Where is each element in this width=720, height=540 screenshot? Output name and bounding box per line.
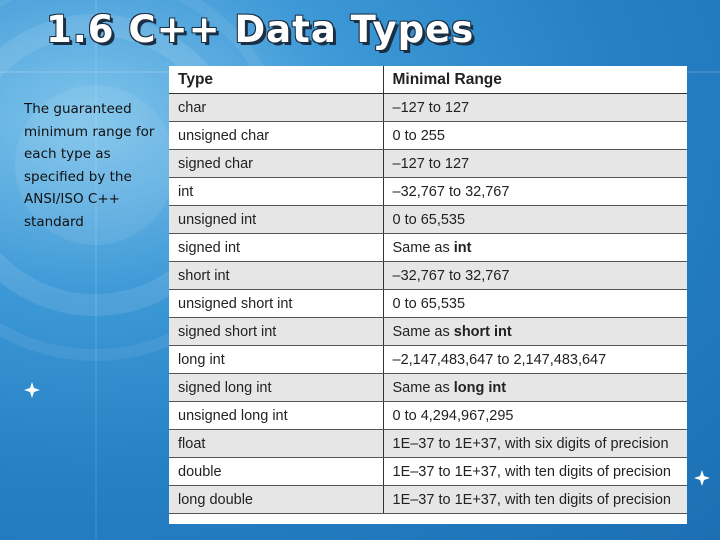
type-cell: unsigned short int <box>169 290 383 318</box>
range-cell <box>383 122 687 150</box>
range-text: 1E–37 to 1E+37, with six digits of precision <box>392 435 669 452</box>
type-cell: long double <box>169 486 383 514</box>
type-cell: short int <box>169 262 383 290</box>
type-cell: signed short int <box>169 318 383 346</box>
range-cell <box>383 262 687 290</box>
range-text: 0 to 65,535 <box>392 211 466 228</box>
table-row <box>169 150 687 178</box>
range-cell <box>383 318 687 346</box>
range-cell <box>383 290 687 318</box>
range-keyword: long int <box>453 379 507 396</box>
range-cell <box>383 94 687 122</box>
table-row <box>169 262 687 290</box>
table-row <box>169 346 687 374</box>
range-cell <box>383 430 687 458</box>
table-row <box>169 458 687 486</box>
column-header-type: Type <box>169 66 383 94</box>
range-cell <box>383 346 687 374</box>
range-cell <box>383 486 687 514</box>
type-cell: float <box>169 430 383 458</box>
type-cell: int <box>169 178 383 206</box>
type-cell: signed char <box>169 150 383 178</box>
column-header-range: Minimal Range <box>383 66 687 94</box>
range-text: –32,767 to 32,767 <box>392 183 510 200</box>
table-row <box>169 122 687 150</box>
type-cell: unsigned long int <box>169 402 383 430</box>
table-row <box>169 430 687 458</box>
side-description: The guaranteed minimum range for each type as specified by the ANSI/ISO C++ standard <box>24 101 155 230</box>
type-cell: unsigned char <box>169 122 383 150</box>
table-row <box>169 290 687 318</box>
data-types-table <box>169 66 687 524</box>
table-row <box>169 178 687 206</box>
range-text: Same as <box>392 379 454 396</box>
table-row <box>169 402 687 430</box>
range-text: 0 to 255 <box>392 127 445 144</box>
range-text: 1E–37 to 1E+37, with ten digits of precision <box>392 463 671 480</box>
range-text: 0 to 65,535 <box>392 295 466 312</box>
range-cell <box>383 234 687 262</box>
range-keyword: short int <box>453 323 512 340</box>
table-row <box>169 206 687 234</box>
type-cell: long int <box>169 346 383 374</box>
range-text: –127 to 127 <box>392 155 470 172</box>
range-keyword: int <box>453 239 472 256</box>
range-cell <box>383 458 687 486</box>
range-text: 0 to 4,294,967,295 <box>392 407 514 424</box>
slide-title: 1.6 C++ Data Types <box>46 8 475 51</box>
table-row <box>169 234 687 262</box>
range-text: 1E–37 to 1E+37, with ten digits of precision <box>392 491 671 508</box>
range-cell <box>383 178 687 206</box>
type-cell: double <box>169 458 383 486</box>
table-row <box>169 486 687 514</box>
table-row <box>169 374 687 402</box>
type-cell: signed int <box>169 234 383 262</box>
type-cell: char <box>169 94 383 122</box>
range-text: –127 to 127 <box>392 99 470 116</box>
range-cell <box>383 150 687 178</box>
range-text: Same as <box>392 239 454 256</box>
range-text: –32,767 to 32,767 <box>392 267 510 284</box>
range-text: Same as <box>392 323 454 340</box>
table-row <box>169 94 687 122</box>
type-cell: unsigned int <box>169 206 383 234</box>
table-header-row <box>169 66 687 94</box>
range-text: –2,147,483,647 to 2,147,483,647 <box>392 351 607 368</box>
type-cell: signed long int <box>169 374 383 402</box>
range-cell <box>383 206 687 234</box>
range-cell <box>383 374 687 402</box>
range-cell <box>383 402 687 430</box>
table-row <box>169 318 687 346</box>
